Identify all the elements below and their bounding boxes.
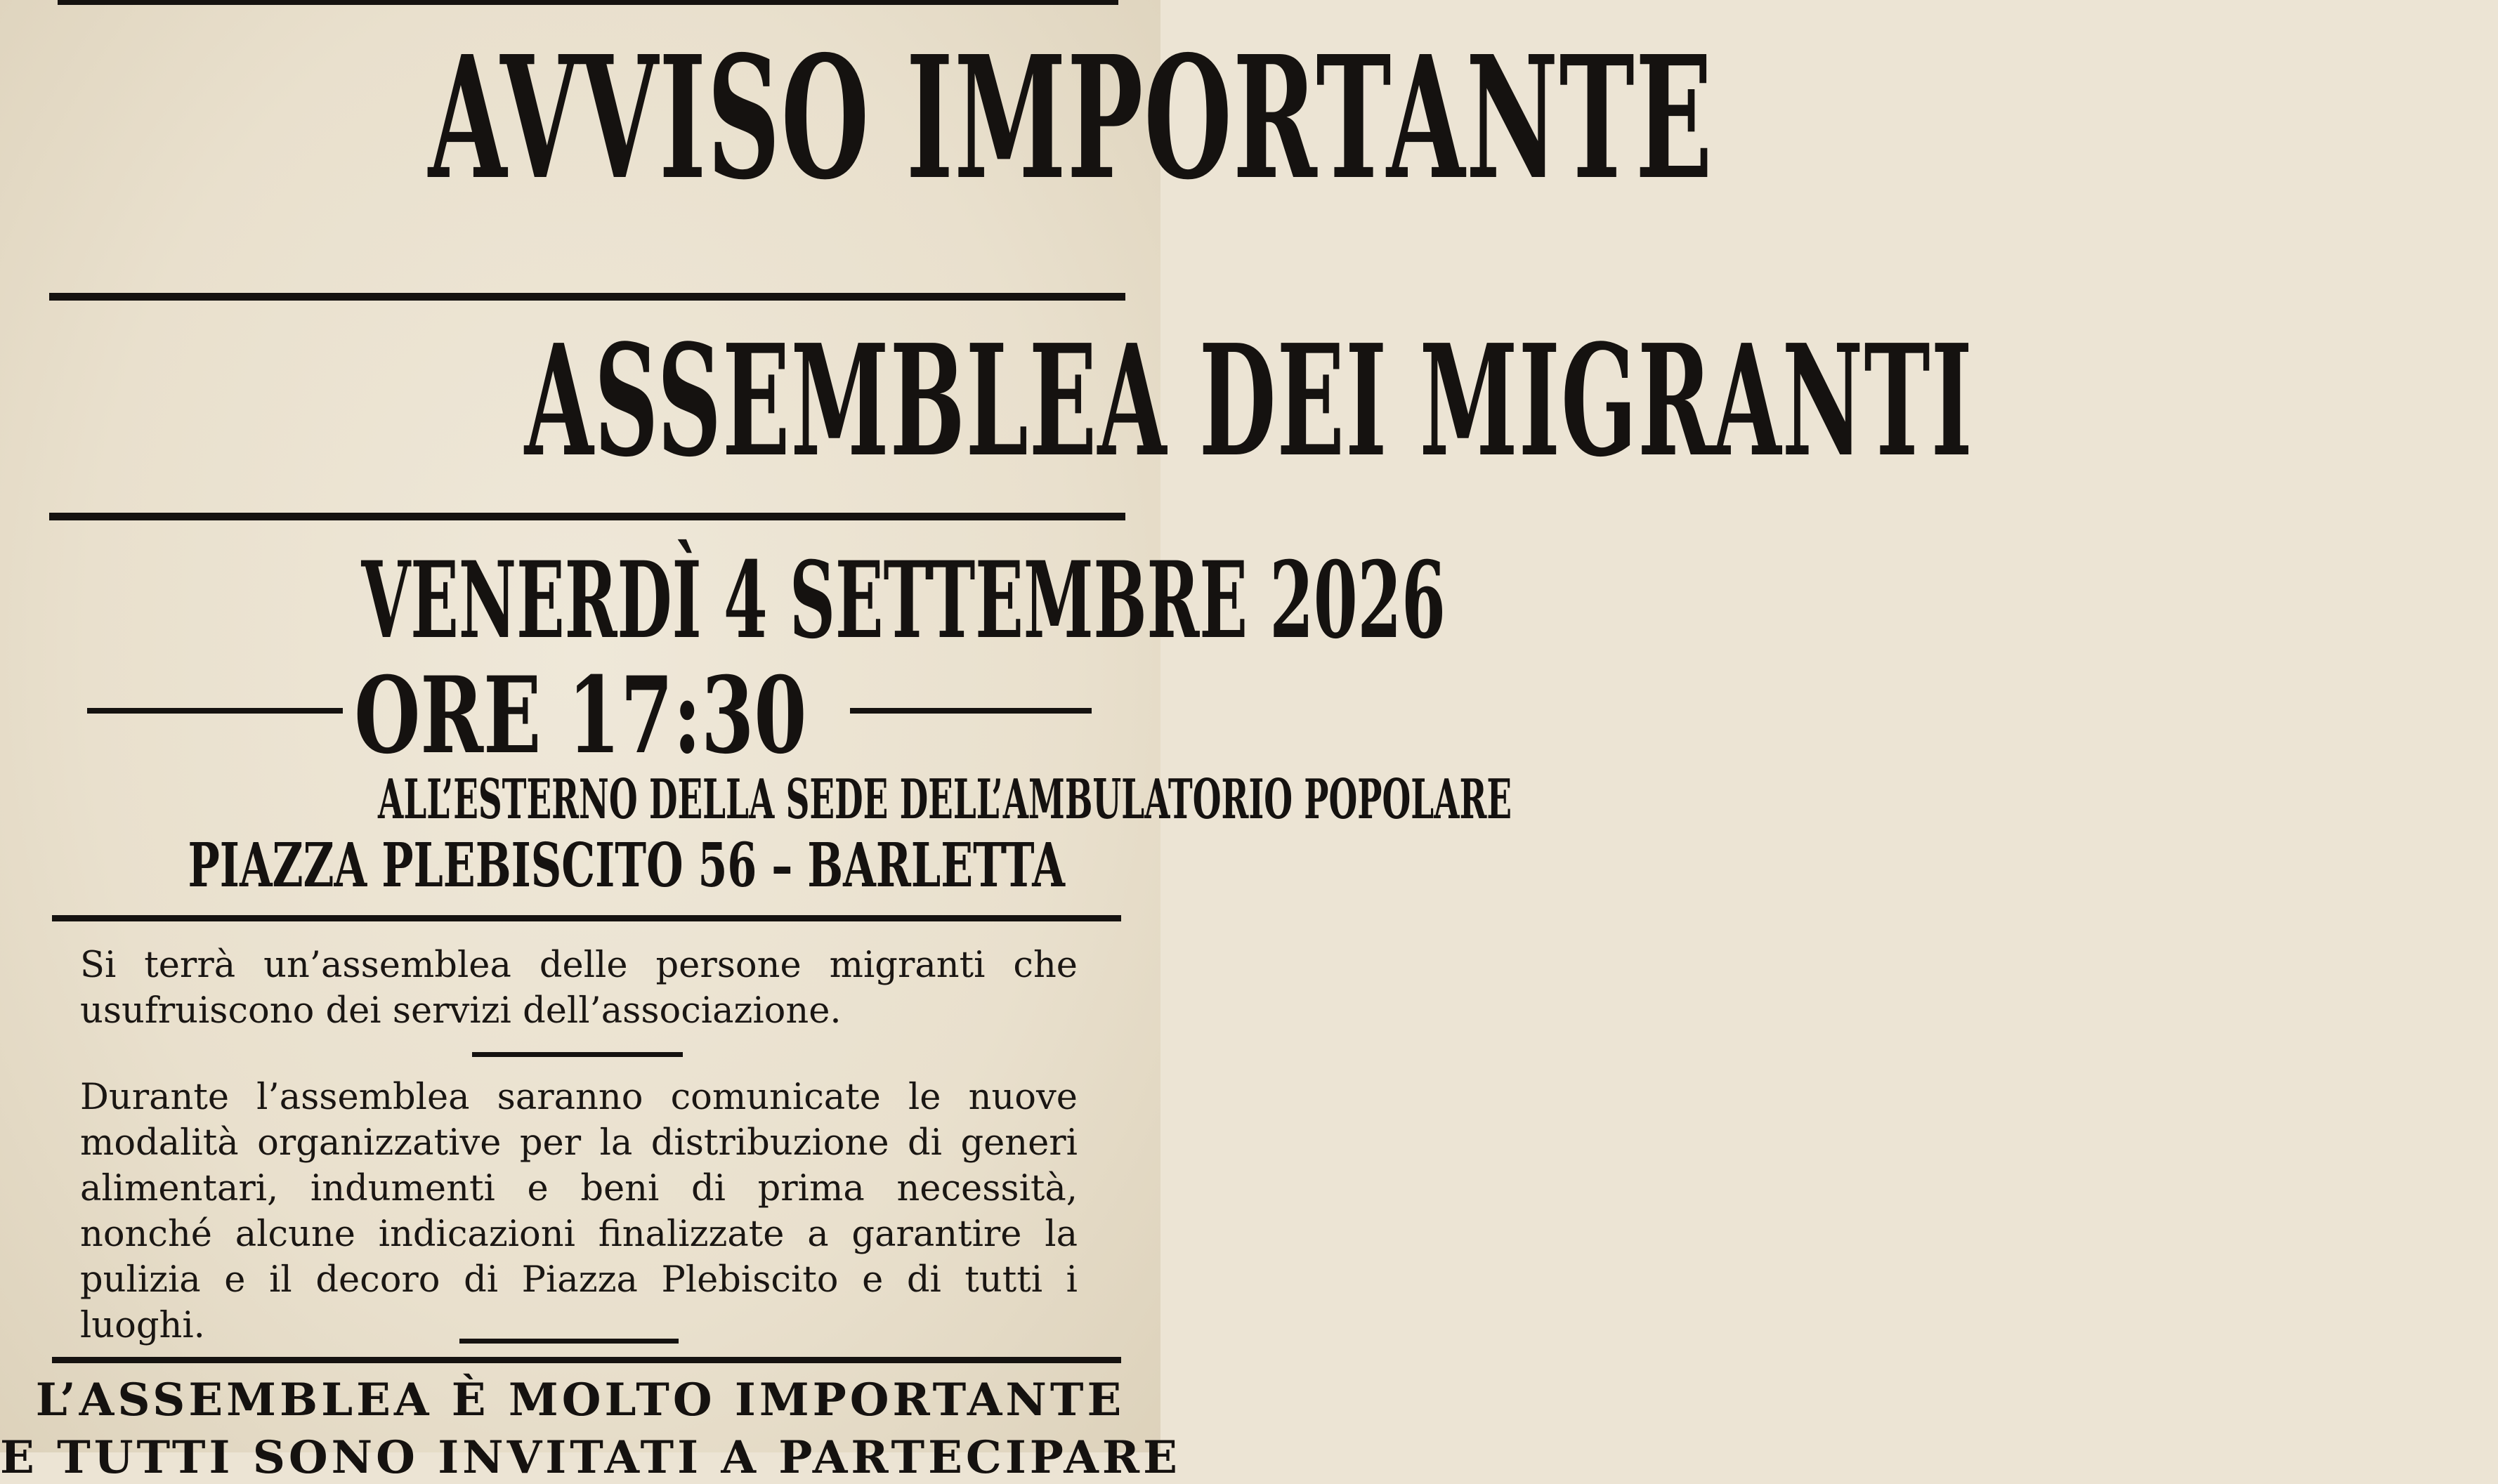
event-venue-text: ALL’ESTERNO DELLA SEDE DELL’AMBULATORIO POPOLARE xyxy=(378,768,1512,832)
closing-line-1: L’ASSEMBLEA È MOLTO IMPORTANTE xyxy=(35,1374,1125,1426)
event-address-text: PIAZZA PLEBISCITO 56 – BARLETTA xyxy=(188,830,1065,901)
poster-title xyxy=(0,19,1713,217)
poster-title-text: AVVISO IMPORTANTE xyxy=(428,19,1713,217)
body-divider xyxy=(52,915,1121,921)
event-date-text: VENERDÌ 4 SETTEMBRE 2026 xyxy=(361,539,1446,662)
closing-line-2: E TUTTI SONO INVITATI A PARTECIPARE xyxy=(0,1431,1181,1484)
poster-subtitle xyxy=(0,311,1974,491)
event-address xyxy=(0,830,1160,901)
time-rule-right xyxy=(850,708,1092,714)
title-divider xyxy=(49,293,1125,301)
subtitle-divider xyxy=(49,513,1125,520)
paragraph-separator xyxy=(472,1052,683,1057)
event-time xyxy=(0,654,1160,777)
closing-divider xyxy=(52,1357,1121,1363)
event-date xyxy=(0,539,1446,662)
closing-separator xyxy=(459,1339,679,1344)
body-paragraph-1: Si terrà un’assemblea delle persone migranti che usufruiscono dei servizi dell’associazione. xyxy=(80,945,1078,1032)
top-rule xyxy=(58,0,1118,5)
poster-subtitle-text: ASSEMBLEA DEI MIGRANTI xyxy=(524,311,1974,491)
event-time-text: ORE 17:30 xyxy=(353,654,807,777)
body-paragraph-2: Durante l’assemblea saranno comunicate le nuove modalità organizzative per la distribuzione di generi alimentari, indumenti e beni di prima necessità, nonché alcune indicazioni finalizzate a garantire la pulizia e il decoro di Piazza Plebiscito e di tutti i luoghi. xyxy=(80,1077,1078,1346)
event-venue xyxy=(0,768,1512,832)
